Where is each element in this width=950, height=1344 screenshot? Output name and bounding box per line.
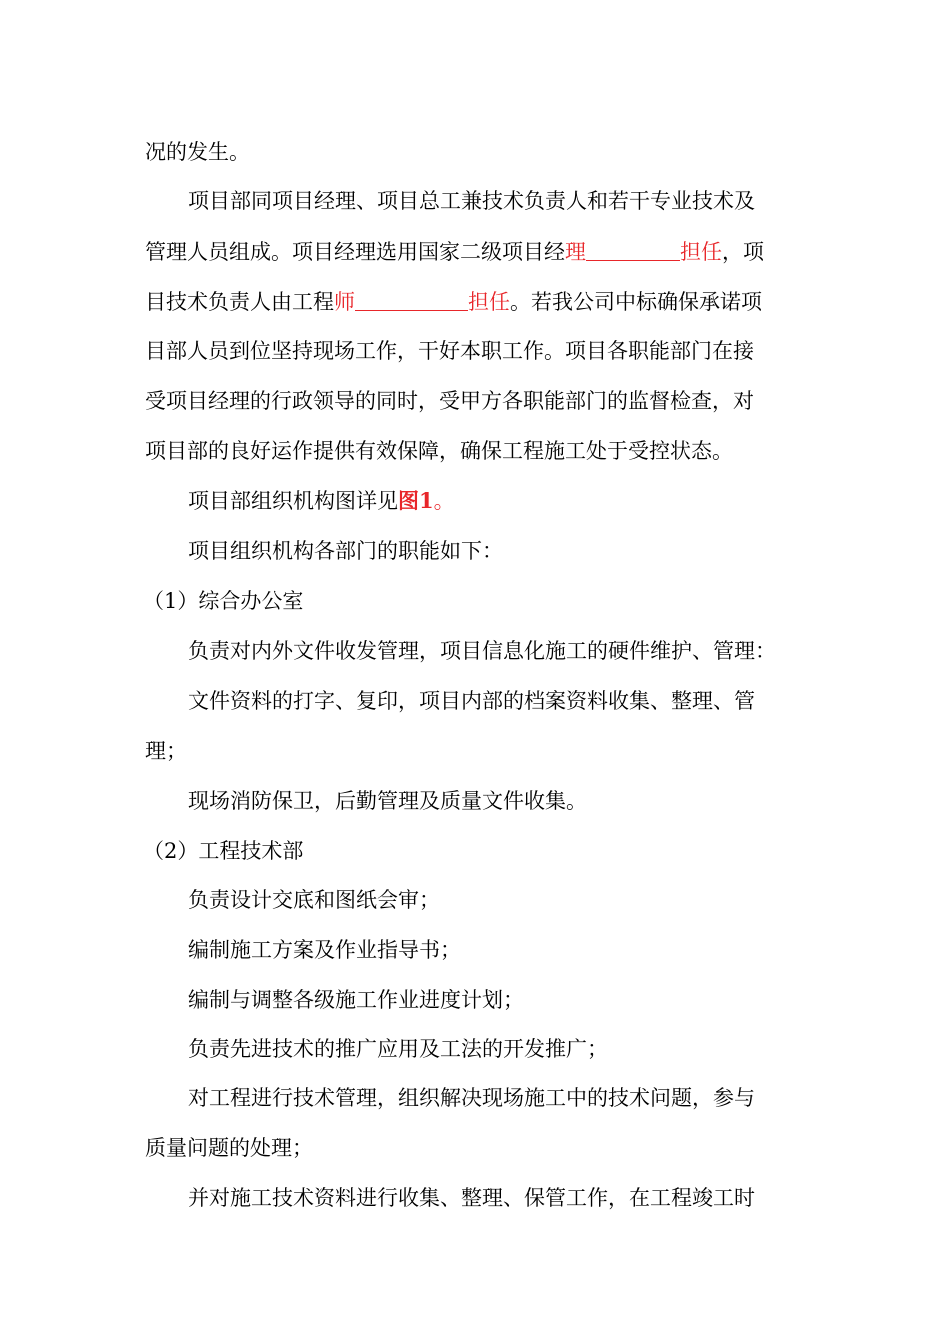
fill-in-blank bbox=[586, 236, 680, 261]
paragraph-org-line bbox=[145, 236, 815, 267]
list-item: 现场消防保卫，后勤管理及质量文件收集。 bbox=[188, 789, 587, 813]
text-run: ，项 bbox=[722, 240, 764, 264]
paragraph-org-line: 受项目经理的行政领导的同时，受甲方各职能部门的监督检查，对 bbox=[145, 389, 754, 413]
text-line: 况的发生。 bbox=[145, 140, 250, 164]
text-run: 目技术负责人由工程 bbox=[145, 290, 334, 314]
text-line: 项目组织机构各部门的职能如下： bbox=[188, 539, 503, 563]
paragraph-org-line: 项目部的良好运作提供有效保障，确保工程施工处于受控状态。 bbox=[145, 439, 733, 463]
text-run: 项目部组织机构图详见 bbox=[188, 489, 398, 513]
highlight-text: 师 bbox=[334, 290, 355, 314]
highlight-text: 理 bbox=[565, 240, 586, 264]
paragraph-org-line bbox=[145, 286, 815, 317]
highlight-text: 担任 bbox=[468, 290, 510, 314]
text-run: 管理人员组成。项目经理选用国家二级项目经 bbox=[145, 240, 565, 264]
list-item: 负责设计交底和图纸会审； bbox=[188, 888, 440, 912]
list-item: 负责对内外文件收发管理，项目信息化施工的硬件维护、管理： bbox=[188, 639, 776, 663]
figure-link[interactable]: 图 bbox=[398, 488, 419, 513]
fill-in-blank bbox=[355, 286, 468, 311]
section-heading: （1）综合办公室 bbox=[143, 589, 304, 613]
text-run: 。若我公司中标确保承诺项 bbox=[510, 290, 762, 314]
figure-link-number[interactable]: 1 bbox=[419, 488, 434, 513]
paragraph-org-line: 项目部同项目经理、项目总工兼技术负责人和若干专业技术及 bbox=[188, 189, 755, 213]
section-heading: （2）工程技术部 bbox=[143, 839, 304, 863]
list-item: 负责先进技术的推广应用及工法的开发推广； bbox=[188, 1037, 608, 1061]
list-item: 对工程进行技术管理，组织解决现场施工中的技术问题，参与 bbox=[188, 1086, 755, 1110]
list-item: 编制施工方案及作业指导书； bbox=[188, 938, 461, 962]
list-item-continuation: 质量问题的处理； bbox=[145, 1136, 313, 1160]
list-item-continuation: 理； bbox=[145, 739, 187, 763]
list-item: 编制与调整各级施工作业进度计划； bbox=[188, 988, 524, 1012]
list-item: 文件资料的打字、复印，项目内部的档案资料收集、整理、管 bbox=[188, 689, 755, 713]
figure-reference-line bbox=[188, 486, 815, 516]
highlight-text: 担任 bbox=[680, 240, 722, 264]
paragraph-org-line: 目部人员到位坚持现场工作，干好本职工作。项目各职能部门在接 bbox=[145, 339, 754, 363]
list-item: 并对施工技术资料进行收集、整理、保管工作，在工程竣工时 bbox=[188, 1186, 755, 1210]
text-run: 。 bbox=[433, 489, 455, 513]
